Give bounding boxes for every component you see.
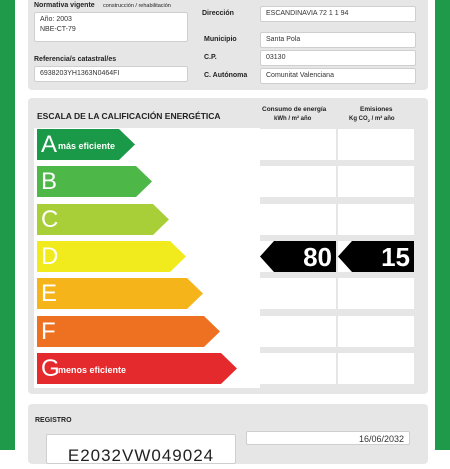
direccion-label: Dirección	[202, 10, 234, 17]
energy-scale-panel	[28, 98, 428, 394]
municipio-value: Santa Pola	[266, 36, 301, 43]
emisiones-title: Emisiones	[360, 106, 393, 113]
rating-arrow-f	[37, 316, 220, 347]
rating-arrow-d	[37, 241, 186, 272]
rating-letter: G	[41, 354, 60, 382]
cp-box	[260, 50, 416, 66]
rating-arrow-e	[37, 278, 203, 309]
emisiones-cell-b	[338, 166, 414, 197]
consumo-cell-a	[260, 129, 336, 160]
emisiones-value: 15	[381, 241, 410, 272]
municipio-box	[260, 32, 416, 48]
registro-label: REGISTRO	[35, 417, 72, 424]
rating-bar-g	[37, 353, 237, 384]
registro-number: E2032VW049024	[67, 446, 215, 465]
normativa-label: Normativa vigente	[34, 2, 95, 9]
direccion-value: ESCANDINAVIA 72 1 1 94	[266, 10, 349, 17]
consumo-cell-c	[260, 204, 336, 235]
rating-letter: A	[41, 131, 58, 158]
rating-note: más eficiente	[58, 141, 116, 151]
emisiones-cell-a	[338, 129, 414, 160]
rating-bar-e	[37, 278, 203, 309]
registro-date: 16/06/2032	[358, 434, 404, 444]
rating-bar-f	[37, 316, 220, 347]
right-green-border	[435, 0, 450, 450]
consumo-value: 80	[303, 241, 332, 272]
emisiones-cell-g	[338, 353, 414, 384]
autonoma-label: C. Autónoma	[204, 72, 248, 79]
consumo-cell-b	[260, 166, 336, 197]
cp-label: C.P.	[204, 54, 217, 61]
consumo-cell-g	[260, 353, 336, 384]
consumo-indicator	[260, 241, 336, 272]
rating-bar-a	[37, 129, 135, 160]
registro-panel	[28, 404, 428, 464]
cp-value: 03130	[266, 54, 286, 61]
autonoma-value: Comunitat Valenciana	[266, 72, 334, 79]
rating-bar-c	[37, 204, 169, 235]
construccion-label: construcción / rehabilitación	[103, 3, 171, 9]
rating-note: menos eficiente	[58, 364, 127, 375]
year-value: Año: 2003	[40, 16, 72, 23]
ref-label: Referencia/s catastral/es	[34, 56, 117, 63]
ref-box	[34, 66, 188, 82]
consumo-unit: kWh / m² año	[274, 116, 312, 122]
emisiones-unit-post: / m² año	[369, 116, 395, 122]
autonoma-box	[260, 68, 416, 84]
registro-number-box	[46, 434, 236, 464]
registro-date-box	[246, 431, 410, 445]
rating-letter: D	[41, 242, 59, 270]
consumo-cell-e	[260, 278, 336, 309]
rating-letter: E	[41, 280, 58, 308]
emisiones-unit	[349, 116, 395, 123]
rating-letter: F	[41, 317, 56, 345]
rating-letter: C	[41, 205, 59, 233]
municipio-label: Municipio	[204, 36, 237, 43]
rating-arrow-shape	[37, 241, 186, 272]
consumo-title: Consumo de energía	[262, 106, 327, 113]
rating-letter: B	[41, 168, 58, 196]
rating-arrow-shape	[37, 278, 203, 309]
emisiones-indicator	[338, 241, 414, 272]
ref-value: 6938203YH1363N0464FI	[40, 70, 120, 77]
emisiones-cell-f	[338, 316, 414, 347]
normativa-box	[34, 12, 188, 42]
rating-bar-b	[37, 166, 152, 197]
rating-bar-d	[37, 241, 186, 272]
emisiones-cell-c	[338, 204, 414, 235]
direccion-box	[260, 6, 416, 22]
consumo-cell-f	[260, 316, 336, 347]
rating-arrow-shape	[37, 316, 220, 347]
standard-value: NBE-CT-79	[40, 26, 76, 33]
emisiones-cell-e	[338, 278, 414, 309]
emisiones-unit-pre: Kg CO	[349, 116, 368, 122]
left-green-border	[0, 0, 15, 450]
emisiones-unit-sub: 2	[367, 118, 370, 124]
building-info-panel	[28, 0, 428, 90]
scale-title: ESCALA DE LA CALIFICACIÓN ENERGÉTICA	[37, 111, 221, 121]
